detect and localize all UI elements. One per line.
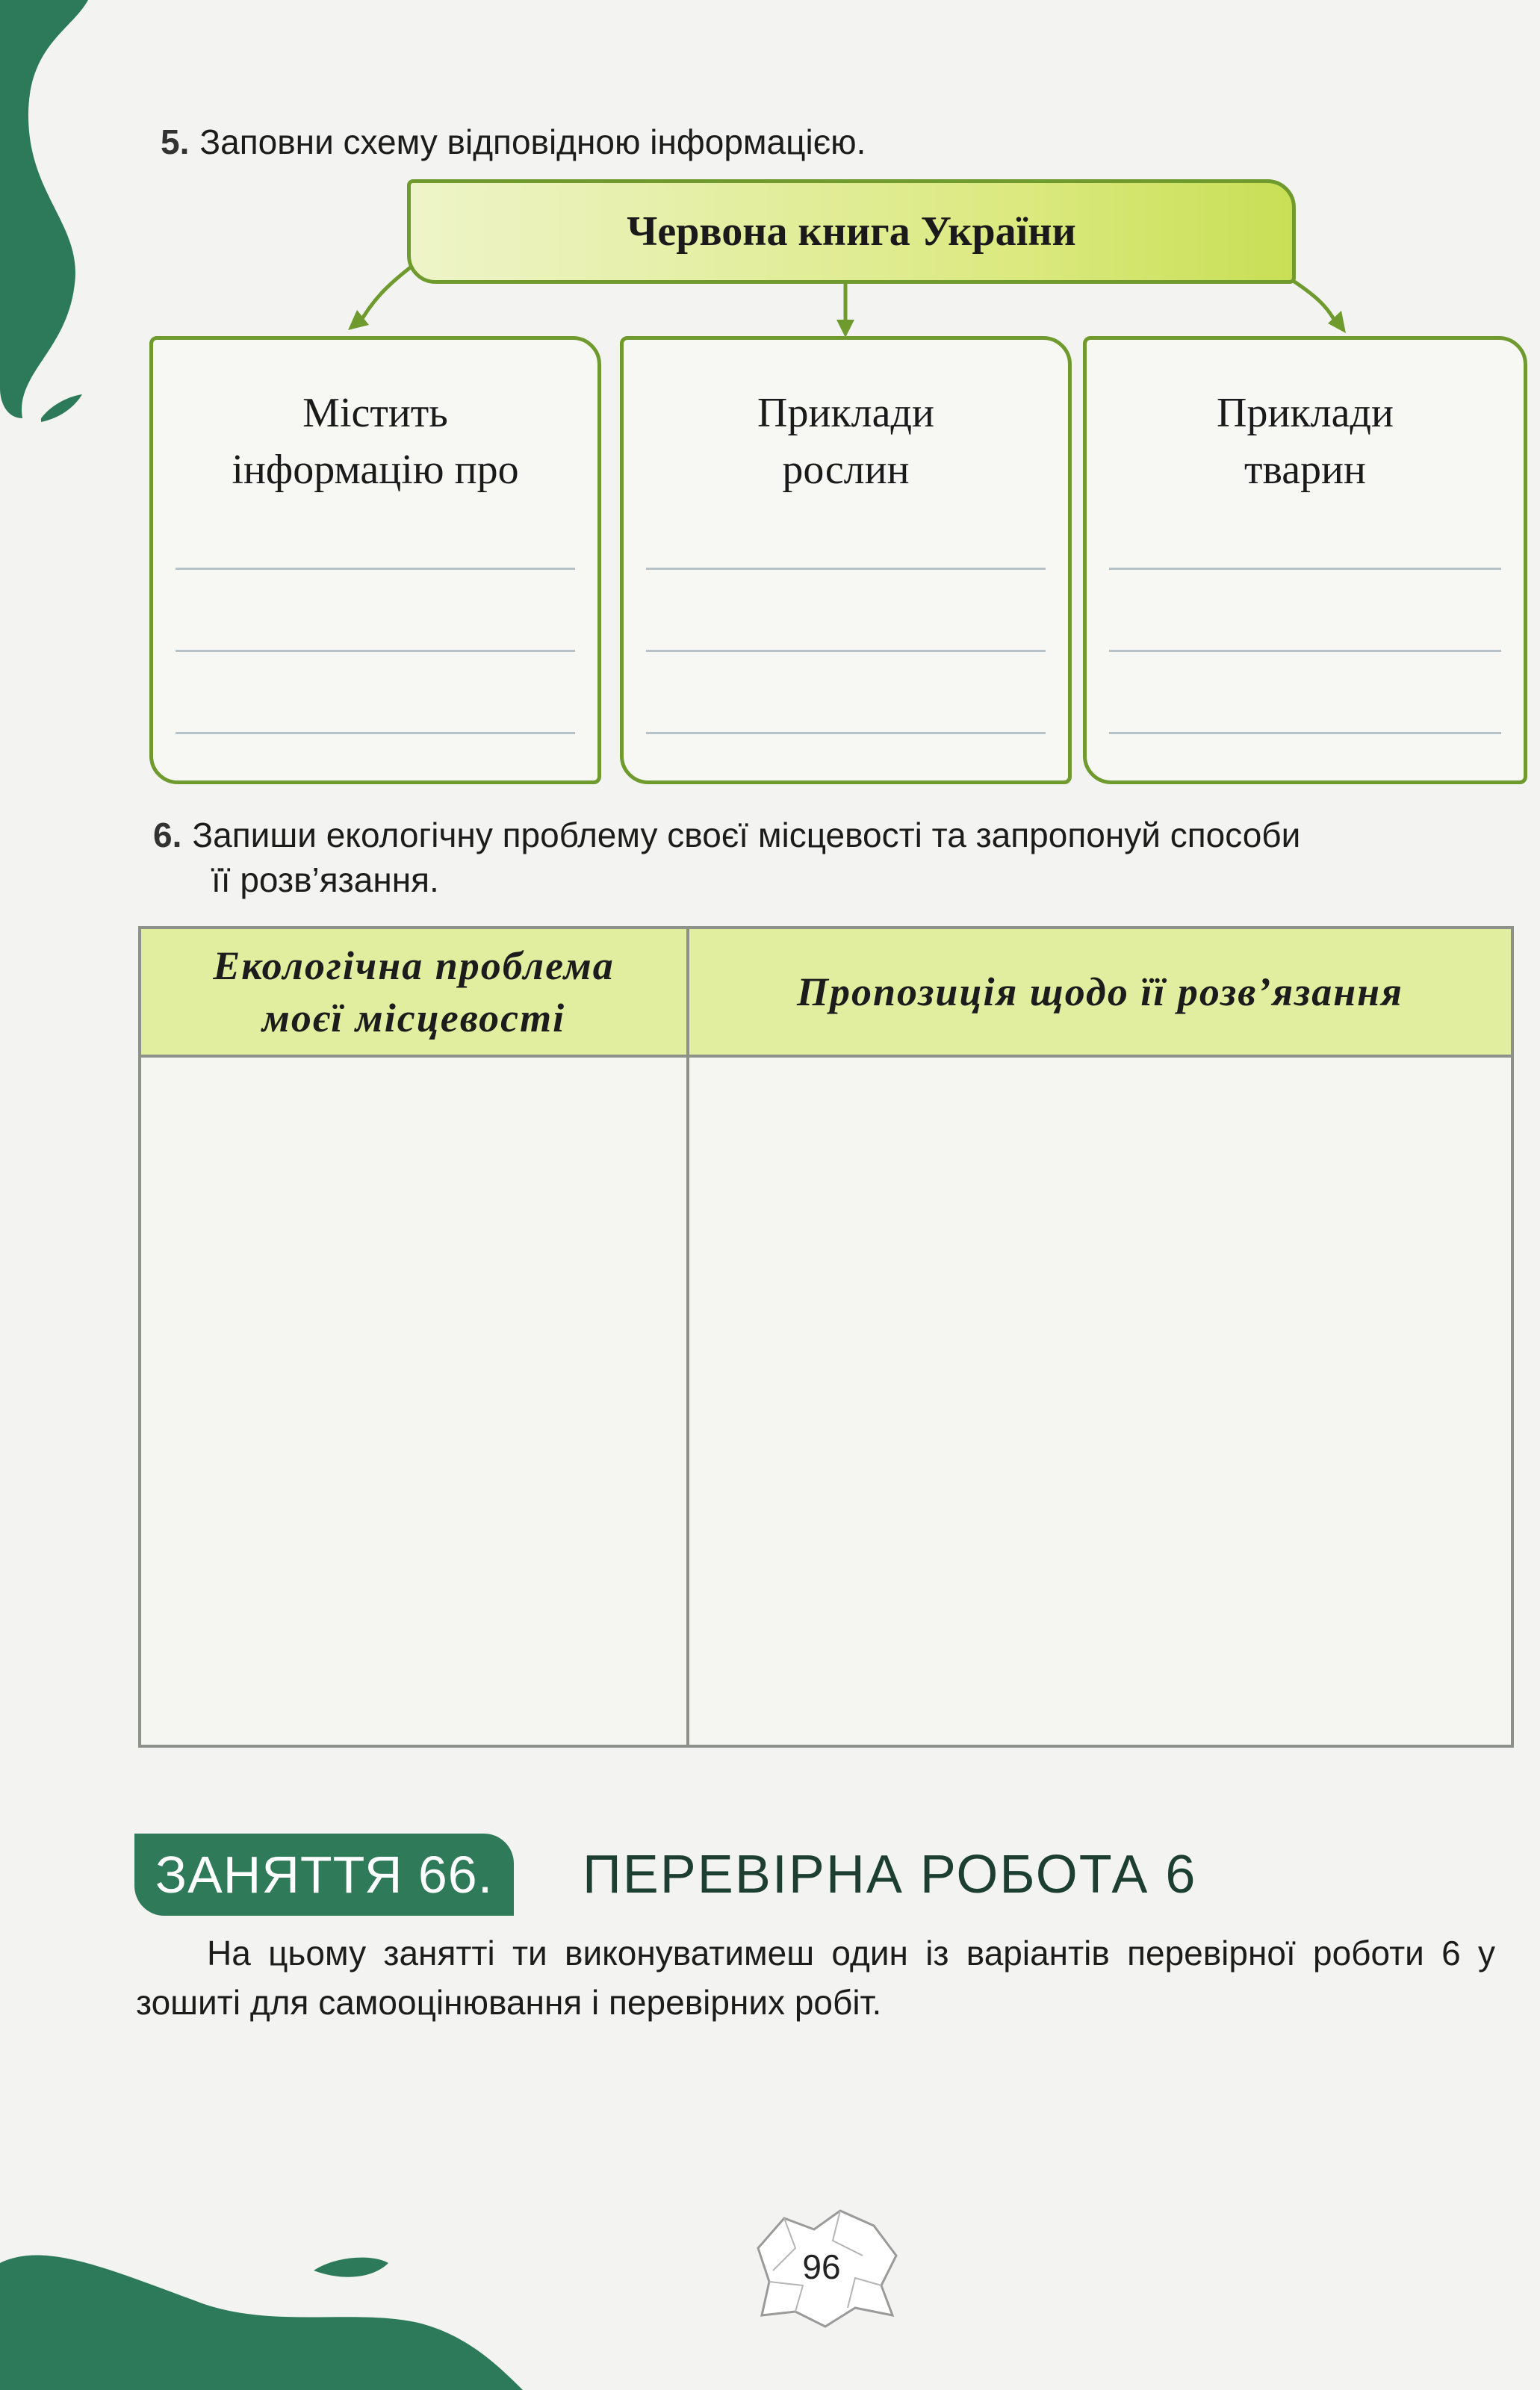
task-6-text-1: Запиши екологічну проблему своєї місцевості та запропонуй способи [192,816,1301,854]
table-header-row [140,928,1512,1056]
page-decoration-bottom [0,2211,523,2390]
answer-line[interactable] [1109,650,1501,652]
table-row [140,1056,1512,1746]
task-5-number: 5. [161,122,190,161]
diagram-root-node [407,179,1296,284]
task-6-line-1 [153,813,1527,857]
table-header-problem: Екологічна проблема моєї місцевості [140,928,688,1056]
task-5-text: Заповни схему відповідною інформацією. [199,122,866,161]
answer-line[interactable] [176,568,575,570]
task-5 [161,120,866,164]
diagram-box-animals-title: Приклади тварин [1217,390,1394,493]
diagram-root-label: Червона книга України [627,208,1076,255]
answer-line[interactable] [646,568,1046,570]
task-6-text-2: її розв’язання. [211,860,439,899]
answer-line[interactable] [1109,732,1501,734]
answer-line[interactable] [1109,568,1501,570]
diagram-box-animals [1083,336,1527,784]
answer-line[interactable] [176,650,575,652]
diagram-box-info [149,336,601,784]
diagram-box-plants-title: Приклади рослин [757,390,934,493]
task-6-number: 6. [153,816,182,854]
answer-line[interactable] [176,732,575,734]
lesson-title: ПЕРЕВІРНА РОБОТА 6 [583,1845,1197,1905]
lesson-badge: ЗАНЯТТЯ 66. [134,1834,514,1916]
answer-line[interactable] [646,650,1046,652]
page-number: 96 [802,2247,841,2286]
answer-line[interactable] [646,732,1046,734]
answer-cell-solution[interactable] [688,1056,1512,1746]
table-header-solution: Пропозиція щодо її розв’язання [688,928,1512,1056]
problem-table [138,926,1514,1748]
lesson-text: На цьому занятті ти виконуватимеш один із варіантів перевірної роботи 6 у зошиті для самооцінювання і перевірних робіт. [136,1934,1495,2022]
answer-cell-problem[interactable] [140,1056,688,1746]
diagram-box-plants [620,336,1072,784]
diagram-box-info-title: Містить інформацію про [232,390,519,493]
task-6 [153,813,1527,902]
